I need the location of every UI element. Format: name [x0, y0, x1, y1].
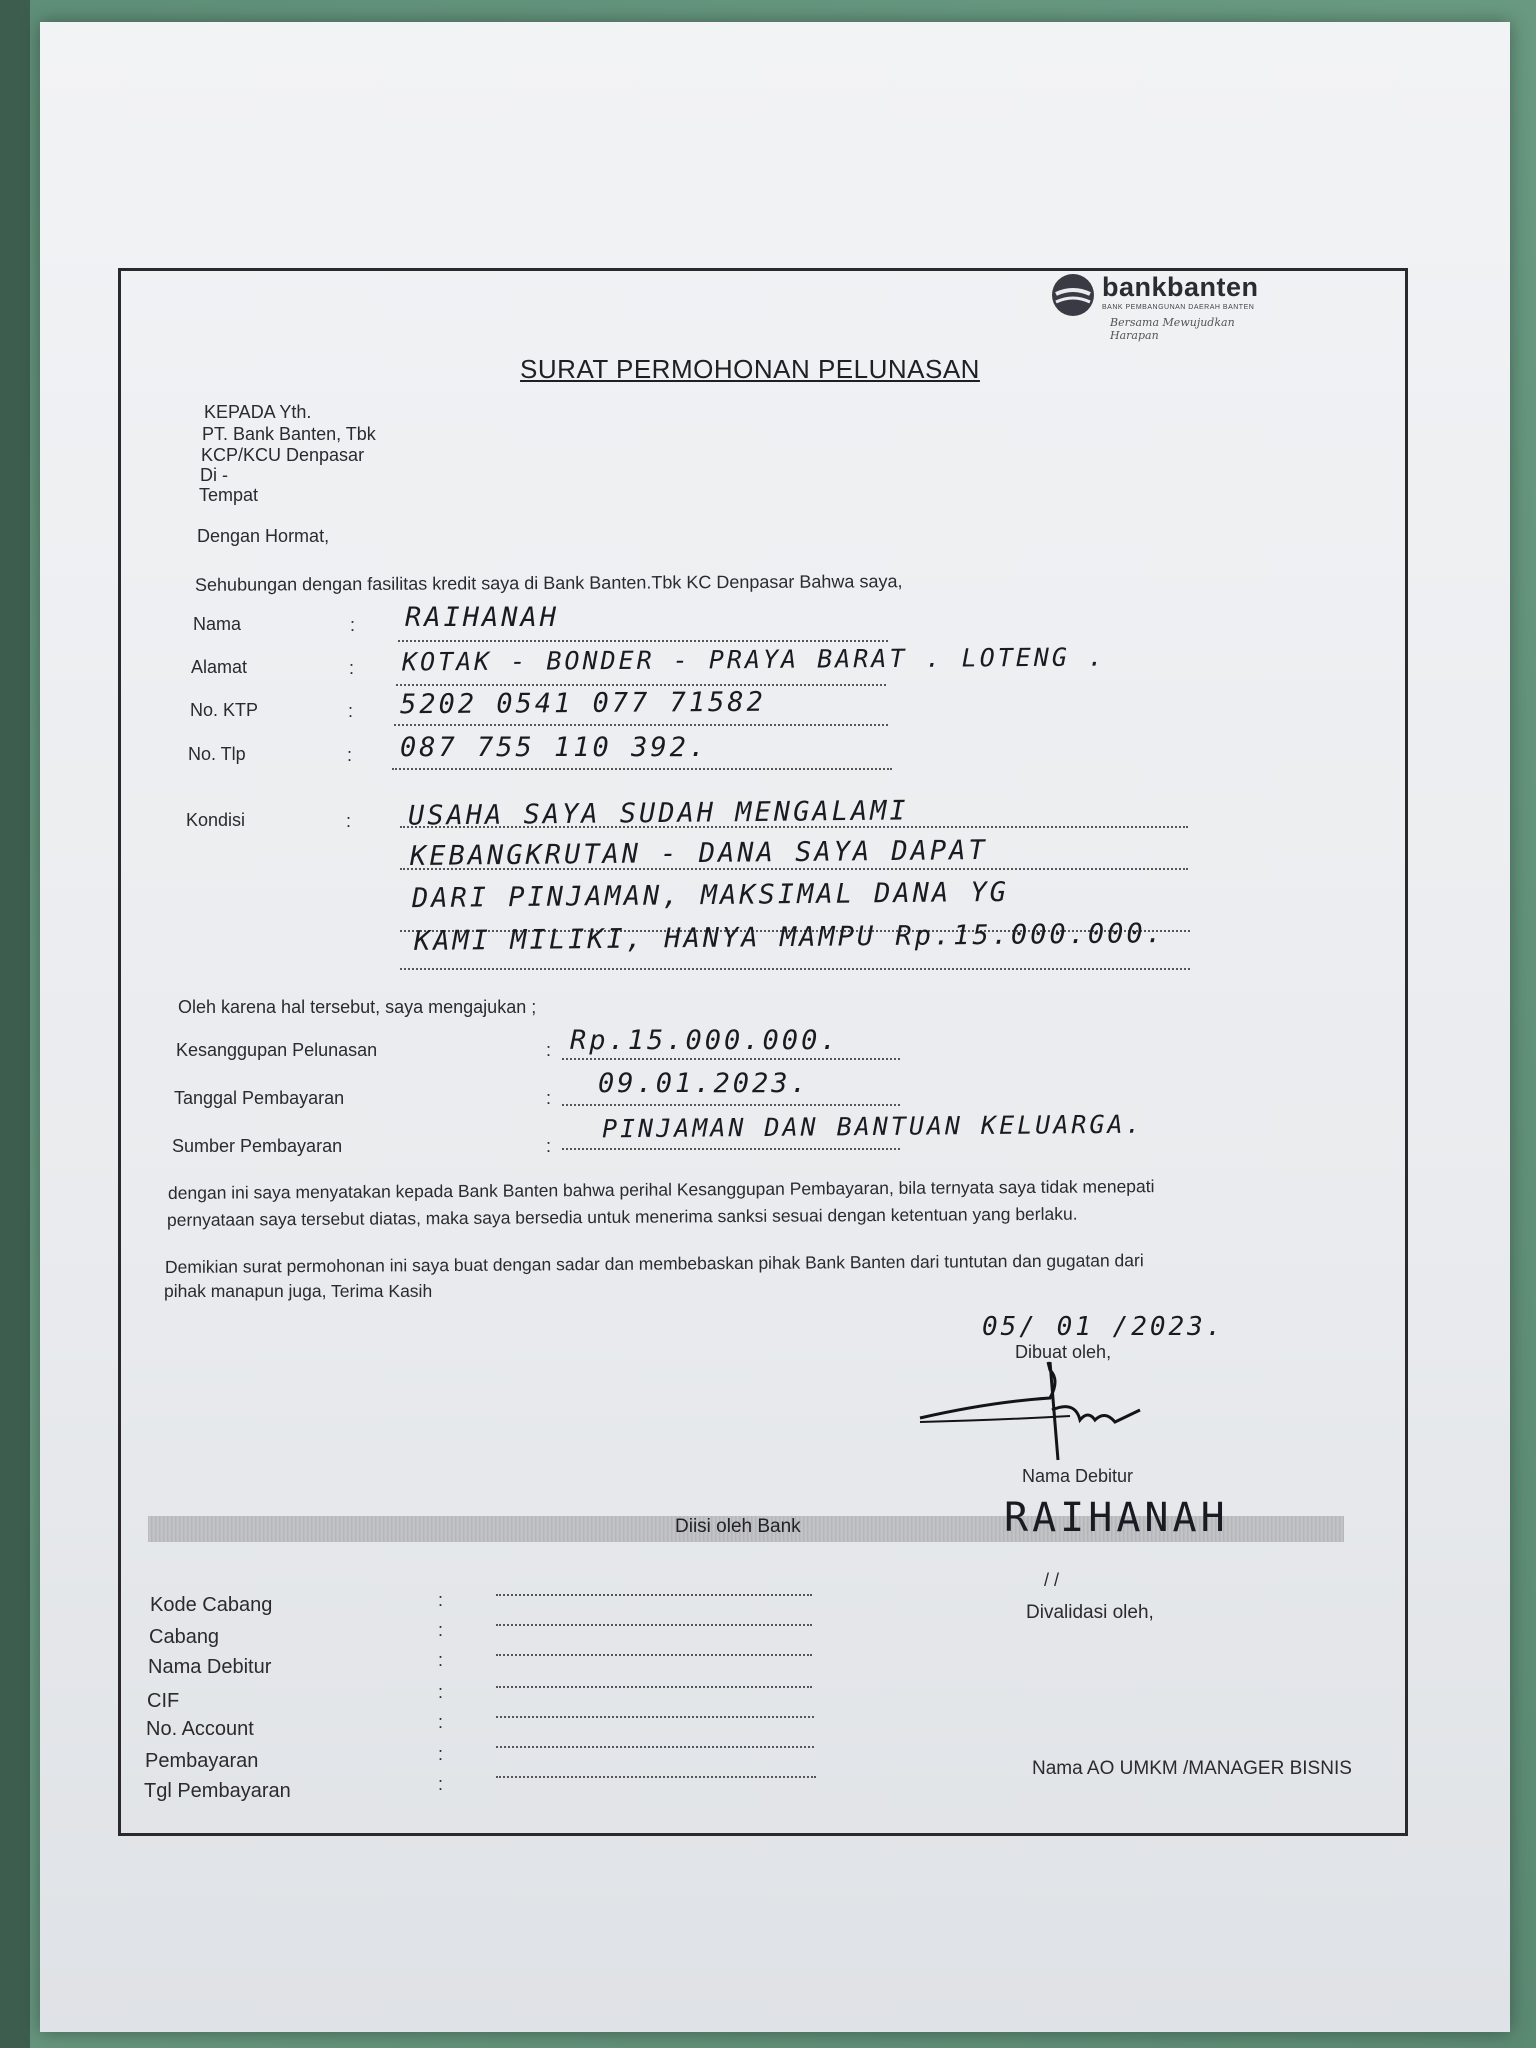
dotted-line: [392, 768, 892, 770]
colon: :: [438, 1774, 444, 1794]
bank-label-cif: CIF: [147, 1690, 180, 1712]
bank-logo-icon: [1050, 272, 1096, 318]
statement2-line-1: Demikian surat permohonan ini saya buat dengan sadar dan membebaskan pihak Bank Banten dari tuntutan dan gugatan dari: [164, 1250, 1144, 1277]
nama-debitur-label: Nama Debitur: [1022, 1466, 1134, 1486]
divalidasi-oleh: Divalidasi oleh,: [1026, 1602, 1154, 1623]
dotted-line: [400, 968, 1190, 970]
dotted-line: [562, 1058, 900, 1060]
dotted-line: [496, 1746, 814, 1748]
address-line-2: PT. Bank Banten, Tbk: [202, 424, 376, 444]
intro-text: Sehubungan dengan fasilitas kredit saya di Bank Banten.Tbk KC Denpasar Bahwa saya,: [194, 571, 903, 595]
colon: :: [438, 1650, 444, 1670]
bank-section-header: Diisi oleh Bank: [675, 1516, 801, 1537]
bank-label-pembayaran: Pembayaran: [145, 1750, 259, 1772]
validation-date-slashes: / /: [1044, 1570, 1060, 1590]
dotted-line: [496, 1716, 814, 1718]
address-line-3: KCP/KCU Denpasar: [201, 445, 365, 465]
kesanggupan-label: Kesanggupan Pelunasan: [176, 1040, 378, 1060]
dotted-line: [496, 1686, 812, 1688]
dotted-line: [496, 1624, 812, 1626]
kondisi-line-3: DARI PINJAMAN, MAKSIMAL DANA YG: [411, 876, 1010, 915]
alamat-label: Alamat: [191, 657, 248, 677]
dotted-line: [396, 684, 886, 686]
alamat-value: KOTAK - BONDER - PRAYA BARAT . LOTENG .: [401, 642, 1107, 677]
signature-date: 05/ 01 /2023.: [982, 1312, 1225, 1342]
dotted-line: [400, 826, 1188, 828]
kondisi-line-2: KEBANGKRUTAN - DANA SAYA DAPAT: [409, 834, 988, 873]
dotted-line: [562, 1104, 900, 1106]
signature-scribble: [900, 1340, 1160, 1470]
dotted-line: [496, 1776, 816, 1778]
colon: :: [546, 1136, 552, 1156]
statement1-line-1: dengan ini saya menyatakan kepada Bank Banten bahwa perihal Kesanggupan Pembayaran, bila ternyata saya tidak menepati: [167, 1176, 1155, 1203]
address-line-4: Di -: [200, 465, 228, 485]
dotted-line: [562, 1148, 900, 1150]
bank-logo-tagline: Bersama Mewujudkan Harapan: [1110, 316, 1235, 342]
address-line-5: Tempat: [199, 485, 259, 505]
colon: :: [438, 1590, 444, 1610]
bank-logo: [1050, 272, 1280, 342]
nama-debitur-value: RAIHANAH: [1004, 1495, 1229, 1541]
tanggal-value: 09.01.2023.: [598, 1068, 810, 1099]
statement2-line-2: pihak manapun juga, Terima Kasih: [164, 1281, 433, 1301]
mengajukan-text: Oleh karena hal tersebut, saya mengajukan ;: [178, 997, 537, 1017]
colon: :: [347, 745, 353, 765]
colon: :: [438, 1620, 444, 1640]
nama-label: Nama: [193, 614, 242, 634]
colon: :: [438, 1682, 444, 1702]
sumber-value: PINJAMAN DAN BANTUAN KELUARGA.: [601, 1109, 1144, 1144]
bank-label-nama-debitur: Nama Debitur: [148, 1656, 272, 1678]
greeting: Dengan Hormat,: [197, 526, 330, 546]
colon: :: [349, 658, 355, 678]
sumber-label: Sumber Pembayaran: [172, 1136, 343, 1156]
colon: :: [350, 615, 356, 635]
bank-label-tgl-pembayaran: Tgl Pembayaran: [144, 1780, 291, 1802]
kondisi-label: Kondisi: [186, 810, 246, 830]
tlp-label: No. Tlp: [188, 744, 246, 764]
address-line-1: KEPADA Yth.: [204, 402, 312, 422]
dotted-line: [496, 1654, 812, 1656]
table-surface: [0, 0, 30, 2048]
tlp-value: 087 755 110 392.: [400, 732, 709, 763]
document-title: SURAT PERMOHONAN PELUNASAN: [520, 354, 980, 384]
colon: :: [546, 1088, 552, 1108]
dotted-line: [394, 724, 888, 726]
bank-label-cabang: Cabang: [149, 1626, 220, 1648]
kondisi-line-4: KAMI MILIKI, HANYA MAMPU Rp.15.000.000.: [413, 918, 1166, 957]
bank-logo-name: bankbanten: [1102, 272, 1259, 302]
bank-logo-subtitle: BANK PEMBANGUNAN DAERAH BANTEN: [1102, 304, 1255, 311]
dotted-line: [496, 1594, 812, 1596]
bank-label-kode-cabang: Kode Cabang: [150, 1594, 273, 1616]
ktp-label: No. KTP: [190, 700, 259, 720]
dotted-line: [398, 640, 888, 642]
officer-title: Nama AO UMKM /MANAGER BISNIS: [1032, 1758, 1352, 1779]
colon: :: [438, 1712, 444, 1732]
bank-label-no-account: No. Account: [146, 1718, 254, 1740]
colon: :: [346, 811, 352, 831]
statement1-line-2: pernyataan saya tersebut diatas, maka saya bersedia untuk menerima sanksi sesuai dengan ketentuan yang berlaku.: [166, 1203, 1078, 1230]
colon: :: [546, 1040, 552, 1060]
tanggal-label: Tanggal Pembayaran: [174, 1088, 345, 1108]
colon: :: [348, 701, 354, 721]
ktp-value: 5202 0541 077 71582: [399, 686, 766, 721]
colon: :: [438, 1744, 444, 1764]
kesanggupan-value: Rp.15.000.000.: [570, 1025, 840, 1056]
nama-value: RAIHANAH: [405, 602, 560, 633]
dotted-line: [400, 868, 1188, 870]
kondisi-line-1: USAHA SAYA SUDAH MENGALAMI: [407, 795, 909, 832]
dibuat-oleh: Dibuat oleh,: [1015, 1342, 1112, 1362]
